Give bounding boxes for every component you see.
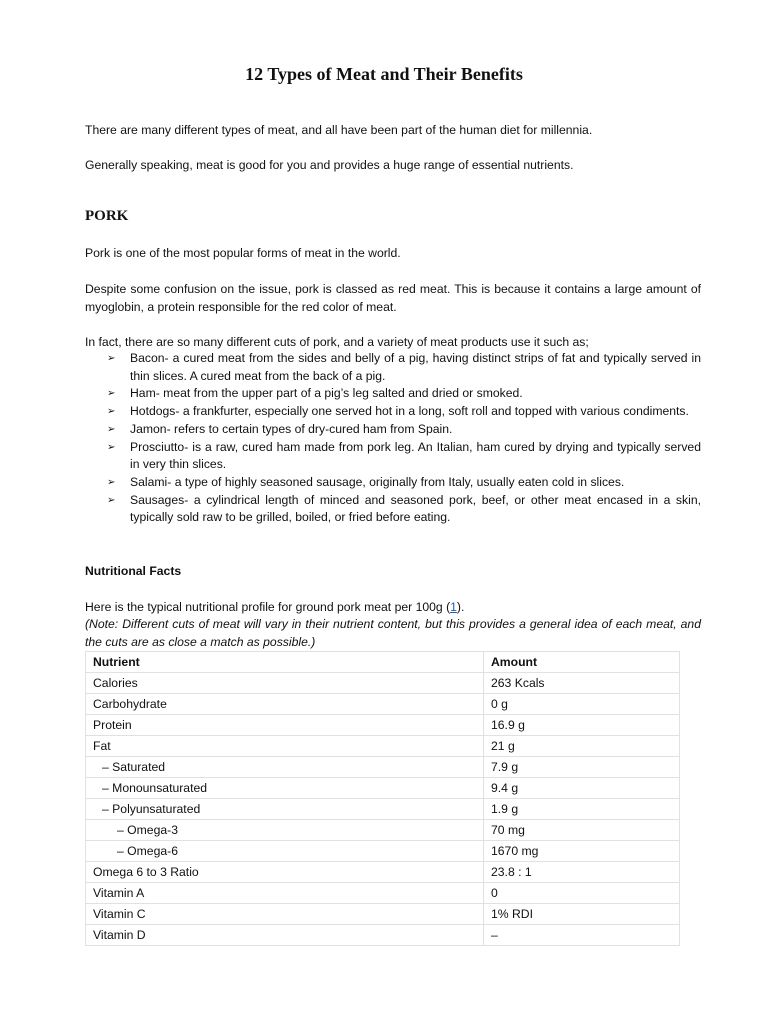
amount-cell: 7.9 g <box>484 757 680 778</box>
page-title: 12 Types of Meat and Their Benefits <box>245 64 523 84</box>
table-row <box>86 862 680 883</box>
nutrient-cell: – Omega-6 <box>86 841 484 862</box>
nutrient-cell: Omega 6 to 3 Ratio <box>86 862 484 883</box>
list-item <box>85 421 701 439</box>
list-item-text: Prosciutto- is a raw, cured ham made from pork leg. An Italian, ham cured by drying and typically served in very thin slices. <box>130 439 701 472</box>
reference-link[interactable]: 1 <box>450 600 457 614</box>
list-item-text: Salami- a type of highly seasoned sausage, originally from Italy, usually eaten cold in slices. <box>130 474 625 489</box>
nutrient-cell: Vitamin D <box>86 925 484 946</box>
table-row <box>86 778 680 799</box>
list-item <box>85 350 701 385</box>
nutrient-cell: Carbohydrate <box>86 694 484 715</box>
amount-cell: 70 mg <box>484 820 680 841</box>
amount-cell: 1.9 g <box>484 799 680 820</box>
arrow-bullet-icon: ➢ <box>107 406 116 418</box>
nutrient-cell: Fat <box>86 736 484 757</box>
pork-cuts-list <box>85 350 701 527</box>
list-item <box>85 474 701 492</box>
table-row <box>86 673 680 694</box>
list-item <box>85 492 701 527</box>
list-item <box>85 403 701 421</box>
table-row <box>86 757 680 778</box>
table-header-row <box>86 652 680 673</box>
table-row <box>86 715 680 736</box>
profile-text: Here is the typical nutritional profile for ground pork meat per 100g ( <box>85 600 451 614</box>
amount-cell: – <box>484 925 680 946</box>
nutrient-cell: – Saturated <box>86 757 484 778</box>
nutrition-profile-text <box>85 598 701 616</box>
amount-cell: 16.9 g <box>484 715 680 736</box>
nutritional-facts-heading: Nutritional Facts <box>85 564 182 578</box>
table-row <box>86 736 680 757</box>
arrow-bullet-icon: ➢ <box>107 476 116 488</box>
header-nutrient: Nutrient <box>86 652 484 673</box>
amount-cell: 1670 mg <box>484 841 680 862</box>
table-row <box>86 883 680 904</box>
pork-paragraph-1: Pork is one of the most popular forms of meat in the world. <box>85 246 401 260</box>
table-row <box>86 904 680 925</box>
amount-cell: 1% RDI <box>484 904 680 925</box>
list-item-text: Hotdogs- a frankfurter, especially one served hot in a long, soft roll and topped with various condiments. <box>130 404 689 419</box>
section-heading-pork: PORK <box>85 208 129 224</box>
nutrition-note: (Note: Different cuts of meat will vary in their nutrient content, but this provides a general idea of each meat, and the cuts are as close a match as possible.) <box>85 617 701 649</box>
table-row <box>86 820 680 841</box>
table-row <box>86 925 680 946</box>
amount-cell: 23.8 : 1 <box>484 862 680 883</box>
list-item-text: Sausages- a cylindrical length of minced and seasoned pork, beef, or other meat encased in a skin, typically sold raw to be grilled, boiled, or fried before eating. <box>130 492 701 525</box>
arrow-bullet-icon: ➢ <box>107 494 116 506</box>
nutrient-cell: Protein <box>86 715 484 736</box>
pork-paragraph-2: Despite some confusion on the issue, pork is classed as red meat. This is because it contains a large amount of myoglobin, a protein responsible for the red color of meat. <box>85 282 701 314</box>
amount-cell: 0 g <box>484 694 680 715</box>
table-row <box>86 841 680 862</box>
list-item <box>85 385 701 403</box>
list-item <box>85 439 701 474</box>
arrow-bullet-icon: ➢ <box>107 353 116 364</box>
pork-paragraph-3: In fact, there are so many different cuts of pork, and a variety of meat products use it such as; <box>85 335 589 349</box>
amount-cell: 263 Kcals <box>484 673 680 694</box>
nutrition-table <box>85 651 680 946</box>
nutrient-cell: – Monounsaturated <box>86 778 484 799</box>
nutrient-cell: Calories <box>86 673 484 694</box>
nutrient-cell: Vitamin C <box>86 904 484 925</box>
amount-cell: 0 <box>484 883 680 904</box>
arrow-bullet-icon: ➢ <box>107 388 116 400</box>
nutrient-cell: Vitamin A <box>86 883 484 904</box>
list-item-text: Bacon- a cured meat from the sides and belly of a pig, having distinct strips of fat and typically served in thin slices. A cured meat from the back of a pig. <box>130 351 701 383</box>
intro-paragraph-2: Generally speaking, meat is good for you and provides a huge range of essential nutrients. <box>85 158 574 172</box>
header-amount: Amount <box>484 652 680 673</box>
nutrient-cell: – Polyunsaturated <box>86 799 484 820</box>
arrow-bullet-icon: ➢ <box>107 441 116 453</box>
intro-paragraph-1: There are many different types of meat, and all have been part of the human diet for millennia. <box>85 123 593 137</box>
amount-cell: 9.4 g <box>484 778 680 799</box>
list-item-text: Jamon- refers to certain types of dry-cured ham from Spain. <box>130 421 453 436</box>
table-row <box>86 694 680 715</box>
arrow-bullet-icon: ➢ <box>107 423 116 435</box>
amount-cell: 21 g <box>484 736 680 757</box>
profile-text-end: ). <box>456 600 465 614</box>
list-item-text: Ham- meat from the upper part of a pig’s leg salted and dried or smoked. <box>130 386 523 401</box>
nutrient-cell: – Omega-3 <box>86 820 484 841</box>
table-row <box>86 799 680 820</box>
